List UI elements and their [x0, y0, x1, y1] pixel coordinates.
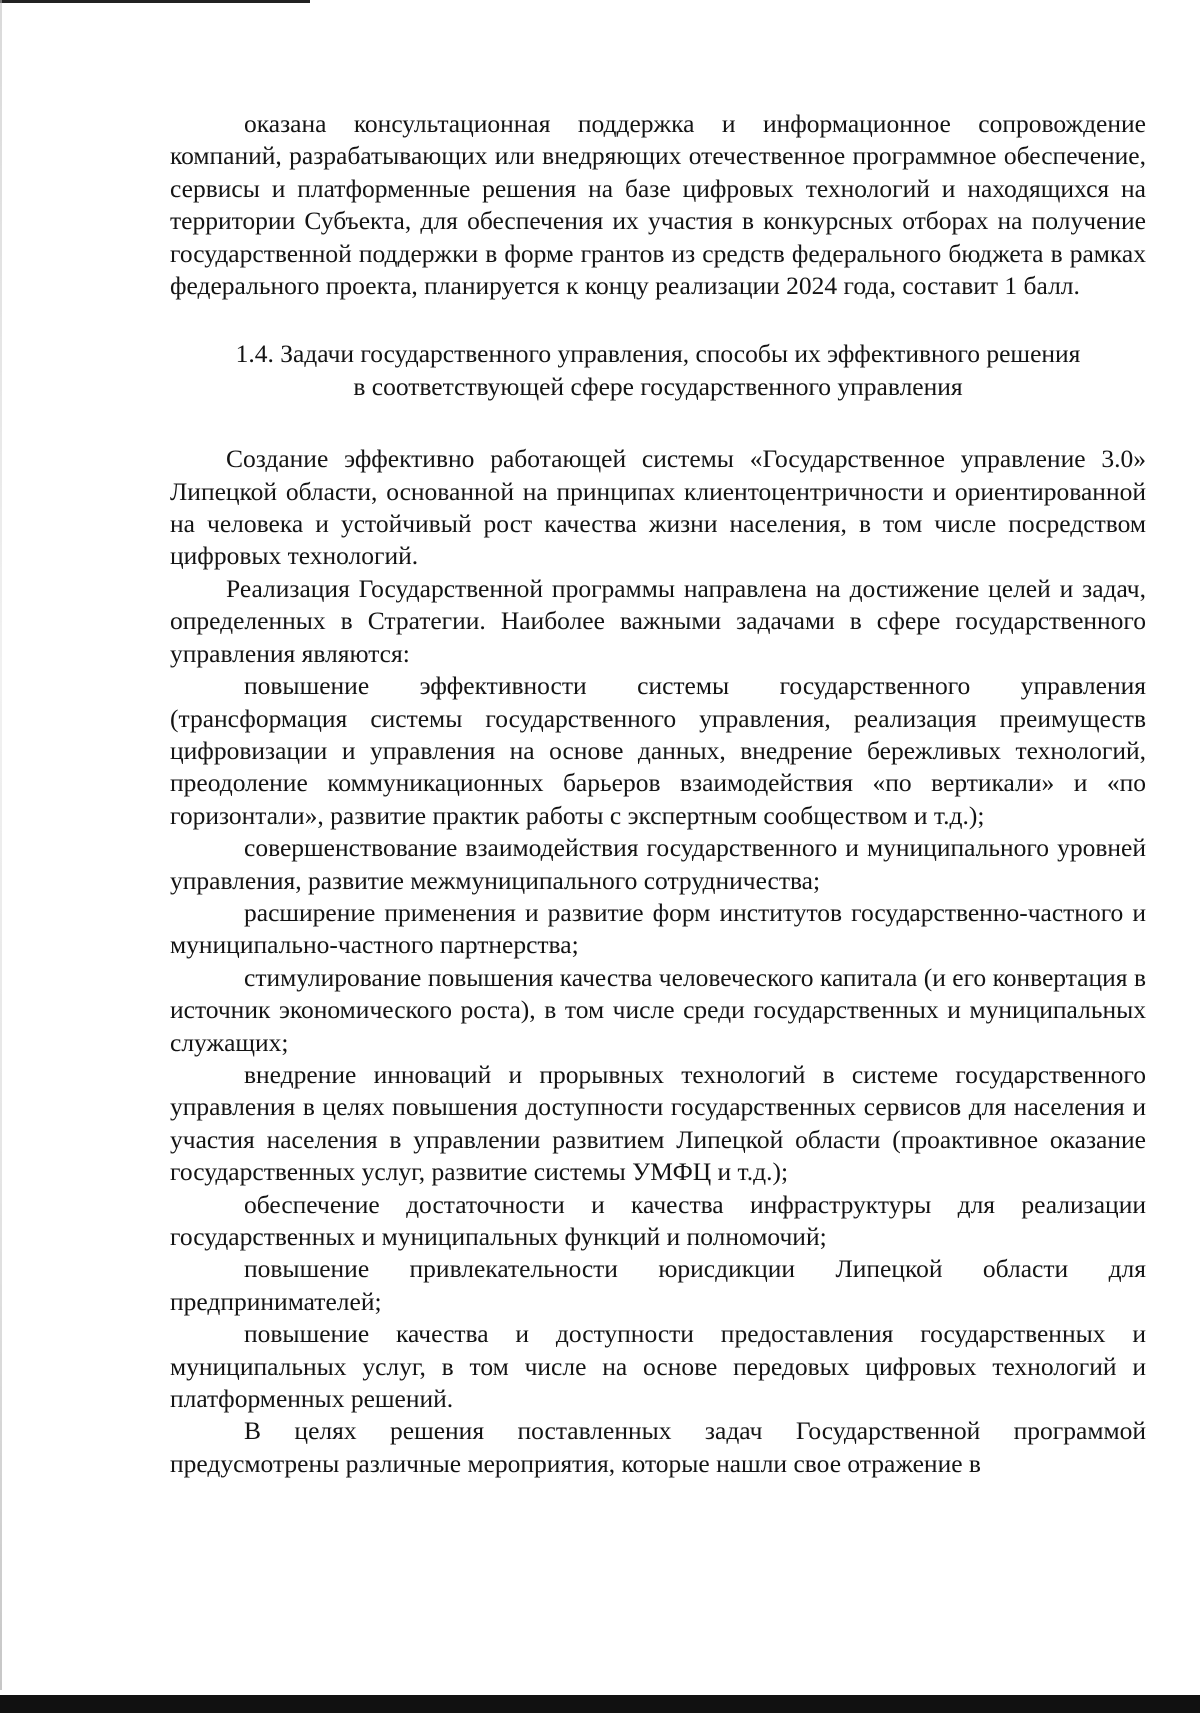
scan-left-edge	[0, 0, 2, 1690]
task-item: расширение применения и развитие форм институтов государственно-частного и муниципально-частного партнерства;	[170, 897, 1146, 960]
paragraph-program-intro: Реализация Государственной программы направлена на достижение целей и задач, определенных в Стратегии. Наиболее важными задачами в сфере государственного управления являются:	[170, 573, 1146, 668]
spacer-after-heading	[170, 403, 1146, 443]
paragraph-goal: Создание эффективно работающей системы «Государственное управление 3.0» Липецкой области, основанной на принципах клиентоцентричности и ориентированной на человека и устойчивый рост качества жизни населения, в том числе посредством цифровых технологий.	[170, 444, 1146, 571]
task-item: совершенствование взаимодействия государственного и муниципального уровней управления, развитие межмуниципального сотрудничества;	[170, 833, 1146, 895]
closing-paragraph: В целях решения поставленных задач Государственной программой предусмотрены различные мероприятия, которые нашли свое отражение в	[170, 1416, 1146, 1478]
document-page-body	[170, 108, 1146, 1480]
section-heading	[170, 338, 1146, 403]
task-item: повышение качества и доступности предоставления государственных и муниципальных услуг, в том числе на основе передовых цифровых технологий и платформенных решений.	[170, 1319, 1146, 1414]
opening-paragraph: оказана консультационная поддержка и информационное сопровождение компаний, разрабатывающих или внедряющих отечественное программное обеспечение, сервисы и платформенные решения на базе цифровых технологий и находящихся на территории Субъекта, для обеспечения их участия в конкурсных отборах на получение государственной поддержки в форме грантов из средств федерального бюджета в рамках федерального проекта, планируется к концу реализации 2024 года, составит 1 балл.	[170, 109, 1146, 301]
spacer-before-heading	[170, 302, 1146, 338]
task-item: внедрение инноваций и прорывных технологий в системе государственного управления в целях повышения доступности государственных сервисов для населения и участия населения в управлении развитием Липецкой области (проактивное оказание государственных услуг, развитие системы УМФЦ и т.д.);	[170, 1059, 1146, 1187]
task-item: повышение эффективности системы государственного управления (трансформация системы государственного управления, реализация преимуществ цифровизации и управления на основе данных, внедрение бережливых технологий, преодоление коммуникационных барьеров взаимодействия «по вертикали» и «по горизонтали», развитие практик работы с экспертным сообществом и т.д.);	[170, 671, 1146, 830]
section-heading-line-2: в соответствующей сфере государственного управления	[353, 371, 963, 401]
section-heading-line-1: 1.4. Задачи государственного управления, способы их эффективного решения	[235, 339, 1081, 369]
task-item: повышение привлекательности юрисдикции Липецкой области для предпринимателей;	[170, 1254, 1146, 1316]
task-item: обеспечение достаточности и качества инфраструктуры для реализации государственных и муниципальных функций и полномочий;	[170, 1189, 1146, 1251]
scan-bottom-edge-bar	[0, 1695, 1200, 1713]
scan-top-edge-line	[0, 0, 310, 3]
task-item: стимулирование повышения качества человеческого капитала (и его конвертация в источник экономического роста), в том числе среди государственных и муниципальных служащих;	[170, 962, 1146, 1057]
